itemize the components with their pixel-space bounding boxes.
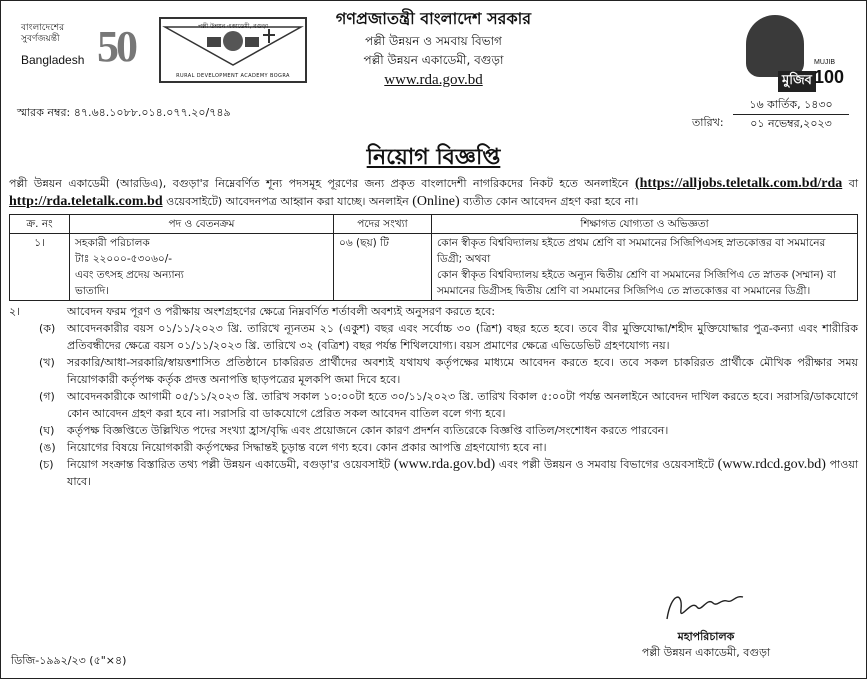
- pay-scale: টাঃ ২২০০০-৫৩০৬০/-: [75, 253, 173, 265]
- condition-text: এবং পল্লী উন্নয়ন ও সমবায় বিভাগের ওয়েবসাইটে: [495, 458, 718, 471]
- col-qualification: শিক্ষাগত যোগ্যতা ও অভিজ্ঞতা: [432, 215, 858, 234]
- condition-item: [9, 422, 858, 439]
- signature-scribble-icon: [661, 589, 751, 625]
- posts-table: [9, 214, 858, 301]
- condition-label: (গ): [39, 390, 55, 403]
- mujib-text: মুজিব: [778, 71, 816, 92]
- rda-website-link[interactable]: (www.rda.gov.bd): [393, 457, 496, 472]
- teletalk-alljobs-link[interactable]: (https://alljobs.teletalk.com.bd/rda: [634, 176, 843, 191]
- condition-item: [9, 320, 858, 354]
- intro-text-2: বা: [842, 177, 859, 190]
- date-box: [733, 96, 849, 133]
- qualification-1: কোন স্বীকৃত বিশ্ববিদ্যালয় হইতে প্রথম শ্রেণি বা সমমানের সিজিপিএসহ স্নাতকোত্তর বা সমমানের ডিগ্রী; অথবা: [437, 237, 826, 265]
- date-bengali: ১৬ কার্তিক, ১৪৩০: [733, 96, 849, 115]
- row-post: [70, 234, 334, 301]
- conditions-section: [9, 303, 858, 490]
- allowance-line-1: এবং তৎসহ প্রদেয় অন্যান্য: [75, 269, 184, 281]
- condition-text: আবেদনকারীকে আগামী ০৫/১১/২০২৩ খ্রি. তারিখ সকাল ১০:০০টা হতে ৩০/১১/২০২৩ খ্রি. তারিখ বিকাল ৫:০০টা পর্যন্ত অনলাইনে আবেদন দাখিল করতে হবে। সরাসরি/ডাকযোগে কোন আবেদন গ্রহণ করা হবে না। সরাসরি বা ডাকযোগে প্রেরিত সকল আবেদন বাতিল বলে গণ্য হবে।: [67, 390, 858, 420]
- table-header-row: [10, 215, 858, 234]
- intro-text-4: ব্যতীত কোন আবেদন গ্রহণ করা হবে না।: [459, 195, 639, 208]
- col-serial: ক্র. নং: [10, 215, 70, 234]
- date-gregorian: ০১ নভেম্বর,২০২৩: [750, 117, 832, 130]
- row-serial: ১।: [10, 234, 70, 301]
- mujib-100-logo: [734, 15, 844, 101]
- header: [9, 1, 858, 130]
- condition-label: (ঘ): [39, 424, 55, 437]
- condition-text: সরকারি/আধা-সরকারি/স্বায়ত্তশাসিত প্রতিষ্ঠানে চাকরিরত প্রার্থীদের অবশ্যই যথাযথ কর্তৃপক্ষের মাধ্যমে আবেদন করতে হবে। তবে সকল চাকরিরত প্রার্থীকে মৌখিক পরীক্ষার সময় নিয়োগকারী কর্তৃপক্ষ কর্তৃক প্রদত্ত অনাপত্তি ছাড়পত্রের মূলকপি জমা দিবে হবে।: [67, 356, 858, 386]
- government-heading: [309, 7, 558, 91]
- division-line: পল্লী উন্নয়ন ও সমবায় বিভাগ: [365, 34, 502, 48]
- condition-item: [9, 456, 858, 490]
- page-title: নিয়োগ বিজ্ঞপ্তি: [366, 145, 501, 170]
- intro-text-1: পল্লী উন্নয়ন একাডেমী (আরডিএ), বগুড়া'র নিম্নেবর্ণিত শূন্য পদসমূহ পূরণের জন্য প্রকৃত বাংলাদেশী নাগরিকদের নিকট হতে অনলাইনে: [9, 177, 629, 190]
- intro-text-3: ওয়েবসাইটে) আবেদনপত্র আহ্বান করা যাচ্ছে। অনলাইন: [162, 195, 413, 208]
- condition-item: [9, 388, 858, 422]
- signature-block: [606, 589, 806, 661]
- intro-paragraph: [9, 175, 858, 211]
- signatory-title: মহাপরিচালক: [677, 630, 735, 643]
- rda-logo-top: পল্লী উন্নয়ন একাডেমী, বগুড়া: [198, 23, 268, 30]
- qualification-2: কোন স্বীকৃত বিশ্ববিদ্যালয় হইতে অন্যুন দ্বিতীয় শ্রেণি বা সমমানের সিজিপিএ তে স্নাতক (সম্মান) বা সমমানের ডিগ্রীসহ দ্বিতীয় শ্রেণি বা সমমানের সিজিপিএ তে স্নাতকোত্তর বা সমমানের ডিগ্রী।: [437, 269, 836, 297]
- condition-label: (খ): [39, 356, 55, 369]
- mujib-100: 100: [814, 67, 845, 87]
- row-count: ০৬ (ছয়) টি: [334, 234, 432, 301]
- condition-label: (ক): [39, 322, 56, 335]
- condition-label: (চ): [39, 458, 54, 471]
- website-link[interactable]: www.rda.gov.bd: [384, 72, 483, 88]
- gov-line: গণপ্রজাতন্ত্রী বাংলাদেশ সরকার: [335, 9, 532, 28]
- condition-label: (ঙ): [39, 441, 56, 454]
- rda-logo-caption: RURAL DEVELOPMENT ACADEMY BOGRA: [176, 73, 290, 79]
- condition-item: [9, 439, 858, 456]
- conditions-heading: আবেদন ফরম পূরণ ও পরীক্ষায় অংশগ্রহণের ক্ষেত্রে নিম্নবর্ণিত শর্তাবলী অবশ্যই অনুসরণ করতে হবে:: [67, 305, 496, 318]
- rda-logo: [159, 17, 307, 83]
- allowance-line-2: ভাতাদি।: [75, 285, 110, 297]
- condition-item: [9, 354, 858, 388]
- golden-jubilee-logo: [17, 15, 152, 85]
- teletalk-rda-link[interactable]: http://rda.teletalk.com.bd: [9, 194, 163, 209]
- online-word: (Online): [412, 194, 460, 209]
- table-row: [10, 234, 858, 301]
- academy-line: পল্লী উন্নয়ন একাডেমী, বগুড়া: [363, 53, 504, 67]
- logo-text-line1: বাংলাদেশের: [21, 23, 65, 33]
- footer-code: ডিজি-১৯৯২/২৩ (৫"×৪): [11, 654, 127, 667]
- condition-text: নিয়োগের বিষয়ে নিয়োগকারী কর্তৃপক্ষের সিদ্ধান্তই চূড়ান্ত বলে গণ্য হবে। কোন প্রকার আপত্তি গ্রহণযোগ্য হবে না।: [67, 441, 547, 454]
- condition-text: আবেদনকারীর বয়স ০১/১১/২০২৩ খ্রি. তারিখে ন্যূনতম ২১ (একুশ) বছর এবং সর্বোচ্চ ৩০ (ত্রিশ) বছর হতে হবে। তবে বীর মুক্তিযোদ্ধা/শহীদ মুক্তিযোদ্ধার পুত্র-কন্যা এবং শারীরিক প্রতিবন্ধীদের ক্ষেত্রে বয়স ০১/১১/২০২৩ খ্রি. তারিখে ৩২ (বত্রিশ) বছর পর্যন্ত শিথিলযোগ্য। বয়স প্রমাণের ক্ষেত্রে এভিডেভিট গ্রহণযোগ্য নয়।: [67, 322, 858, 352]
- conditions-number: ২।: [9, 305, 21, 318]
- col-post: পদ ও বেতনক্রম: [70, 215, 334, 234]
- row-qualification: [432, 234, 858, 301]
- col-count: পদের সংখ্যা: [334, 215, 432, 234]
- memo-number: স্মারক নম্বর: ৪৭.৬৪.১০৮৮.০১৪.০৭৭.২০/৭৪৯: [17, 106, 231, 119]
- condition-text: পাওয়া যাবে।: [67, 458, 859, 488]
- logo-country: Bangladesh: [21, 53, 85, 67]
- logo-text-line2: সুবর্ণজয়ন্তী: [21, 34, 60, 44]
- condition-text: কর্তৃপক্ষ বিজ্ঞপ্তিতে উল্লিখিত পদের সংখ্যা হ্রাস/বৃদ্ধি এবং প্রয়োজনে কোন কারণ প্রদর্শন ব্যতিরেকে বিজ্ঞপ্তি বাতিল/সংশোধন করতে পারবেন।: [67, 424, 669, 437]
- rdcd-website-link[interactable]: (www.rdcd.gov.bd): [717, 457, 826, 472]
- date-label: তারিখ:: [692, 116, 724, 129]
- post-name: সহকারী পরিচালক: [75, 237, 150, 249]
- mujib-latin: MUJIB: [814, 59, 835, 66]
- condition-text: নিয়োগ সংক্রান্ত বিস্তারিত তথ্য পল্লী উন্নয়ন একাডেমী, বগুড়া'র ওয়েবসাইট: [67, 458, 394, 471]
- logo-fifty: 50: [97, 22, 135, 71]
- portrait-icon: [746, 15, 804, 77]
- signatory-org: পল্লী উন্নয়ন একাডেমী, বগুড়া: [641, 646, 771, 659]
